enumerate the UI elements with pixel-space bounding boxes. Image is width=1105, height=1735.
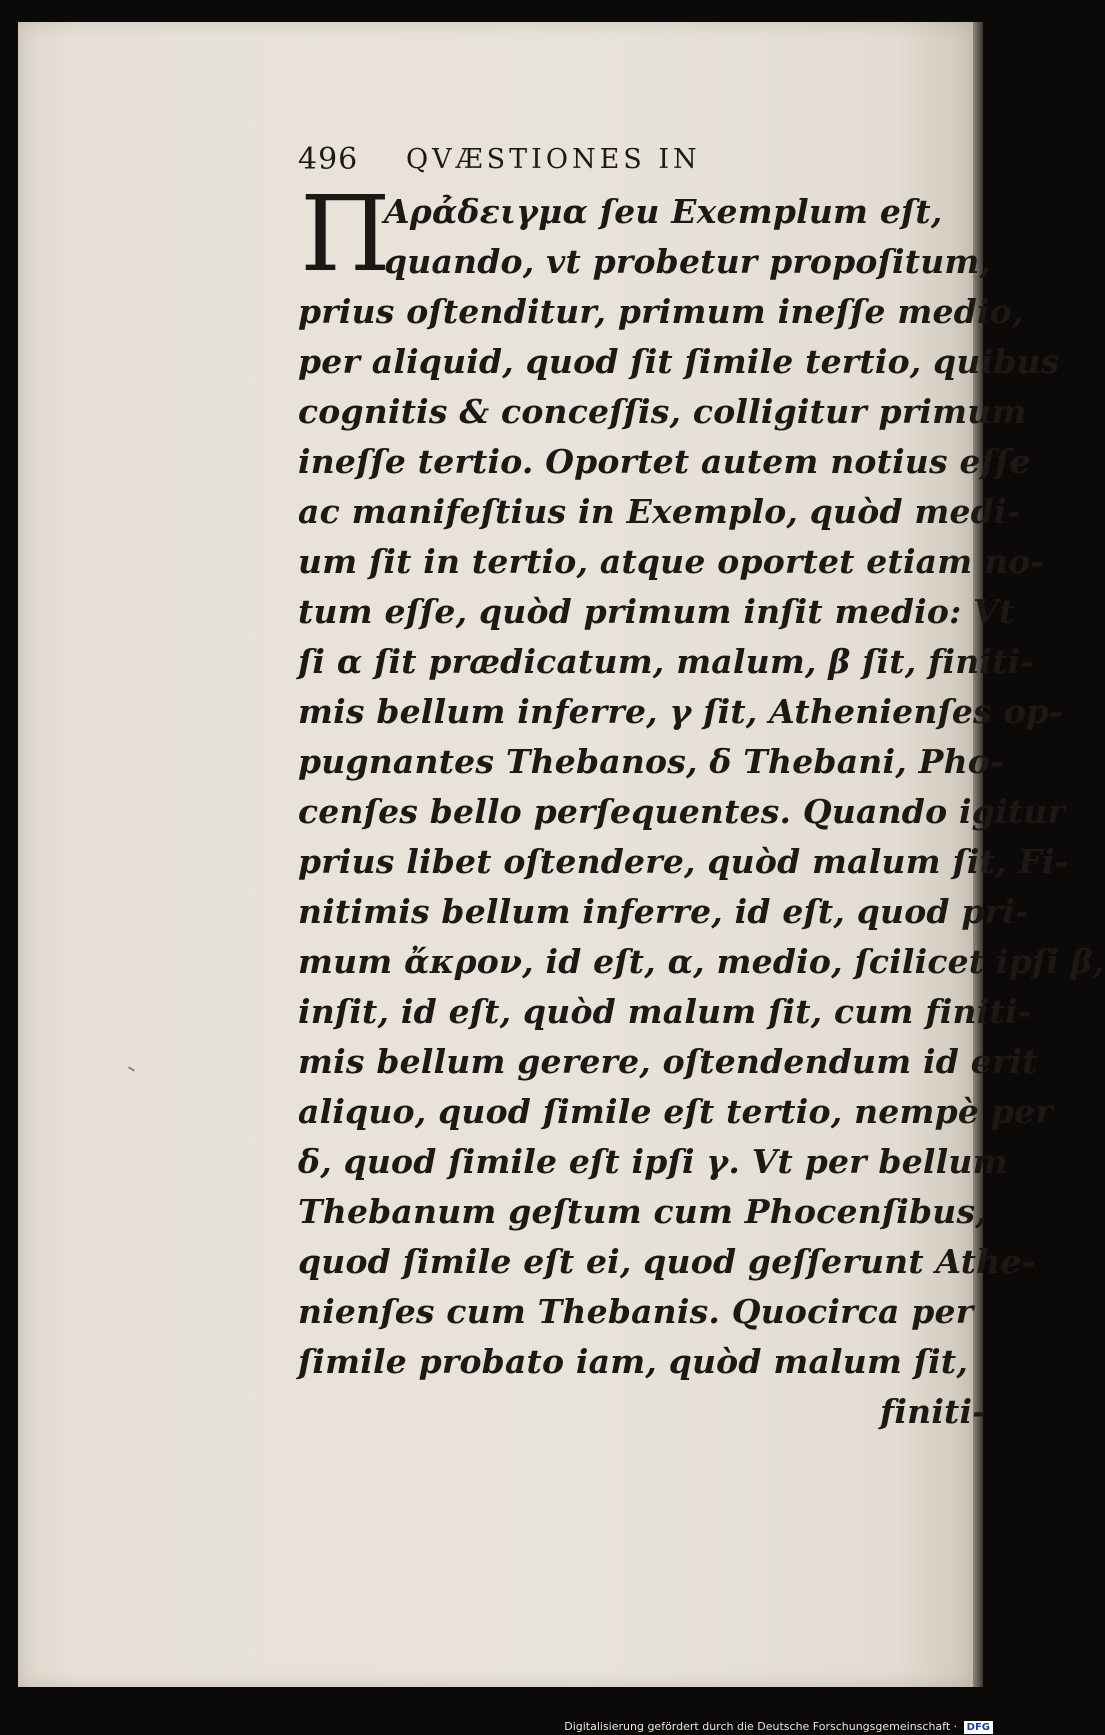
text-line: quando, vt probetur propoſitum,	[384, 242, 992, 281]
page-number: 496	[298, 142, 359, 177]
text-line: δ, quod ſimile eſt ipſi γ. Vt per bellum	[298, 1142, 1008, 1181]
page-header	[298, 142, 938, 182]
text-line: mum ἄκρον, id eſt, α, medio, ſcilicet ipſi β,	[298, 942, 1105, 981]
text-line: ac manifeſtius in Exemplo, quòd medi-	[298, 492, 1021, 531]
digitization-credit	[0, 1718, 993, 1735]
text-line: per aliquid, quod ſit ſimile tertio, quibus	[298, 342, 1060, 381]
text-line: nienſes cum Thebanis. Quocirca per	[298, 1292, 974, 1331]
dfg-logo: DFG	[964, 1721, 993, 1734]
text-line: Thebanum geſtum cum Phocenſibus,	[298, 1192, 987, 1231]
text-line: prius libet oſtendere, quòd malum ſit, Fi-	[298, 842, 1069, 881]
drop-cap: Π	[300, 173, 391, 295]
text-line: pugnantes Thebanos, δ Thebani, Pho-	[298, 742, 1004, 781]
text-line: ſi α ſit prædicatum, malum, β ſit, finiti-	[298, 642, 1035, 681]
text-line: cognitis & conceſſis, colligitur primum	[298, 392, 1027, 431]
text-line: inſit, id eſt, quòd malum ſit, cum finiti-	[298, 992, 1032, 1031]
text-line: um ſit in tertio, atque oportet etiam no-	[298, 542, 1045, 581]
text-line: aliquo, quod ſimile eſt tertio, nempè per	[298, 1092, 1053, 1131]
text-line: ineſſe tertio. Oportet autem notius eſſe	[298, 442, 1031, 481]
text-line: prius oſtenditur, primum ineſſe medio,	[298, 292, 1024, 331]
separator: ·	[953, 1720, 958, 1733]
text-line: nitimis bellum inferre, id eſt, quod pri-	[298, 892, 1029, 931]
running-head: QVÆSTIONES IN	[406, 144, 701, 175]
catchword: finiti-	[880, 1392, 987, 1431]
text-line: mis bellum inferre, γ ſit, Athenienſes op-	[298, 692, 1063, 731]
text-line: ſimile probato iam, quòd malum ſit,	[298, 1342, 969, 1381]
credit-text: Digitalisierung gefördert durch die Deutsche Forschungsgemeinschaft	[564, 1720, 951, 1733]
text-line: quod ſimile eſt ei, quod geſſerunt Athe-	[298, 1242, 1036, 1281]
text-line: cenſes bello perſequentes. Quando igitur	[298, 792, 1065, 831]
text-line: Αρά̉δειγμα ſeu Exemplum eſt,	[384, 192, 943, 231]
text-line: tum eſſe, quòd primum inſit medio: Vt	[298, 592, 1015, 631]
text-line: mis bellum gerere, oſtendendum id erit	[298, 1042, 1038, 1081]
